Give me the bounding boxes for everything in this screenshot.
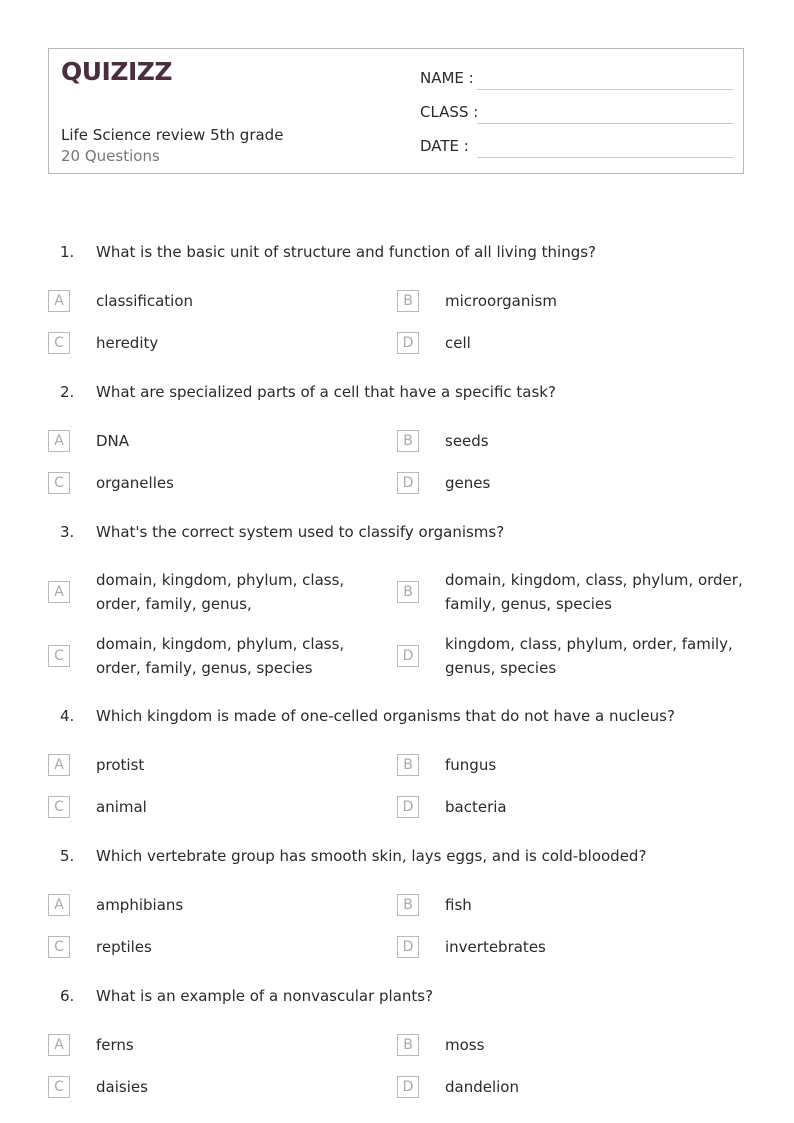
option-d-box[interactable]: D bbox=[397, 936, 419, 958]
option-d-box[interactable]: D bbox=[397, 1076, 419, 1098]
option-d-text: cell bbox=[445, 334, 471, 352]
option-b-text: moss bbox=[445, 1036, 485, 1054]
option-a-box[interactable]: A bbox=[48, 581, 70, 603]
option-b-text: fungus bbox=[445, 756, 497, 774]
name-field-line[interactable] bbox=[477, 89, 733, 90]
option-d-box[interactable]: D bbox=[397, 332, 419, 354]
option-a-box[interactable]: A bbox=[48, 290, 70, 312]
option-c-box[interactable]: C bbox=[48, 472, 70, 494]
option-a-box[interactable]: A bbox=[48, 1034, 70, 1056]
question-number: 4. bbox=[60, 707, 75, 725]
option-c-text: daisies bbox=[96, 1078, 148, 1096]
option-c-box[interactable]: C bbox=[48, 936, 70, 958]
option-d-text: invertebrates bbox=[445, 938, 546, 956]
option-a-box[interactable]: A bbox=[48, 430, 70, 452]
option-d-box[interactable]: D bbox=[397, 472, 419, 494]
worksheet-header bbox=[48, 48, 744, 174]
question-number: 5. bbox=[60, 847, 75, 865]
option-c-box[interactable]: C bbox=[48, 332, 70, 354]
option-b-text: microorganism bbox=[445, 292, 557, 310]
option-c-text: domain, kingdom, phylum, class, order, family, genus, species bbox=[96, 635, 345, 677]
question-text: What is an example of a nonvascular plants? bbox=[96, 987, 434, 1005]
option-a-text: amphibians bbox=[96, 896, 184, 914]
question-text: Which kingdom is made of one-celled organisms that do not have a nucleus? bbox=[96, 707, 675, 725]
question-text: What is the basic unit of structure and function of all living things? bbox=[96, 243, 597, 261]
option-d-text: bacteria bbox=[445, 798, 507, 816]
question-text: Which vertebrate group has smooth skin, lays eggs, and is cold-blooded? bbox=[96, 847, 647, 865]
option-a-text: domain, kingdom, phylum, class, order, family, genus, bbox=[96, 571, 345, 613]
question-number: 1. bbox=[60, 243, 75, 261]
option-b-box[interactable]: B bbox=[397, 1034, 419, 1056]
option-a-text: protist bbox=[96, 756, 145, 774]
worksheet-title: Life Science review 5th grade bbox=[61, 126, 284, 144]
option-c-box[interactable]: C bbox=[48, 1076, 70, 1098]
option-c-box[interactable]: C bbox=[48, 796, 70, 818]
option-c-box[interactable]: C bbox=[48, 645, 70, 667]
option-c-text: animal bbox=[96, 798, 147, 816]
option-c-text: organelles bbox=[96, 474, 174, 492]
option-b-box[interactable]: B bbox=[397, 581, 419, 603]
option-b-text: domain, kingdom, class, phylum, order, family, genus, species bbox=[445, 571, 743, 613]
name-label: NAME : bbox=[420, 69, 474, 87]
class-field-line[interactable] bbox=[477, 123, 733, 124]
quizizz-logo: QUIZIZZ bbox=[61, 57, 173, 86]
option-a-text: classification bbox=[96, 292, 194, 310]
option-b-box[interactable]: B bbox=[397, 290, 419, 312]
question-count: 20 Questions bbox=[61, 147, 160, 165]
option-d-text: dandelion bbox=[445, 1078, 519, 1096]
option-d-box[interactable]: D bbox=[397, 796, 419, 818]
question-number: 3. bbox=[60, 523, 75, 541]
option-b-box[interactable]: B bbox=[397, 430, 419, 452]
option-d-text: genes bbox=[445, 474, 491, 492]
date-label: DATE : bbox=[420, 137, 469, 155]
option-b-text: fish bbox=[445, 896, 472, 914]
question-number: 2. bbox=[60, 383, 75, 401]
date-field-line[interactable] bbox=[477, 157, 733, 158]
option-c-text: heredity bbox=[96, 334, 159, 352]
option-b-text: seeds bbox=[445, 432, 489, 450]
option-b-box[interactable]: B bbox=[397, 894, 419, 916]
option-a-text: DNA bbox=[96, 432, 130, 450]
option-d-box[interactable]: D bbox=[397, 645, 419, 667]
question-number: 6. bbox=[60, 987, 75, 1005]
option-c-text: reptiles bbox=[96, 938, 152, 956]
option-a-box[interactable]: A bbox=[48, 754, 70, 776]
option-a-box[interactable]: A bbox=[48, 894, 70, 916]
option-d-text: kingdom, class, phylum, order, family, genus, species bbox=[445, 635, 733, 677]
option-a-text: ferns bbox=[96, 1036, 134, 1054]
option-b-box[interactable]: B bbox=[397, 754, 419, 776]
question-text: What's the correct system used to classify organisms? bbox=[96, 523, 505, 541]
question-text: What are specialized parts of a cell that have a specific task? bbox=[96, 383, 556, 401]
class-label: CLASS : bbox=[420, 103, 479, 121]
